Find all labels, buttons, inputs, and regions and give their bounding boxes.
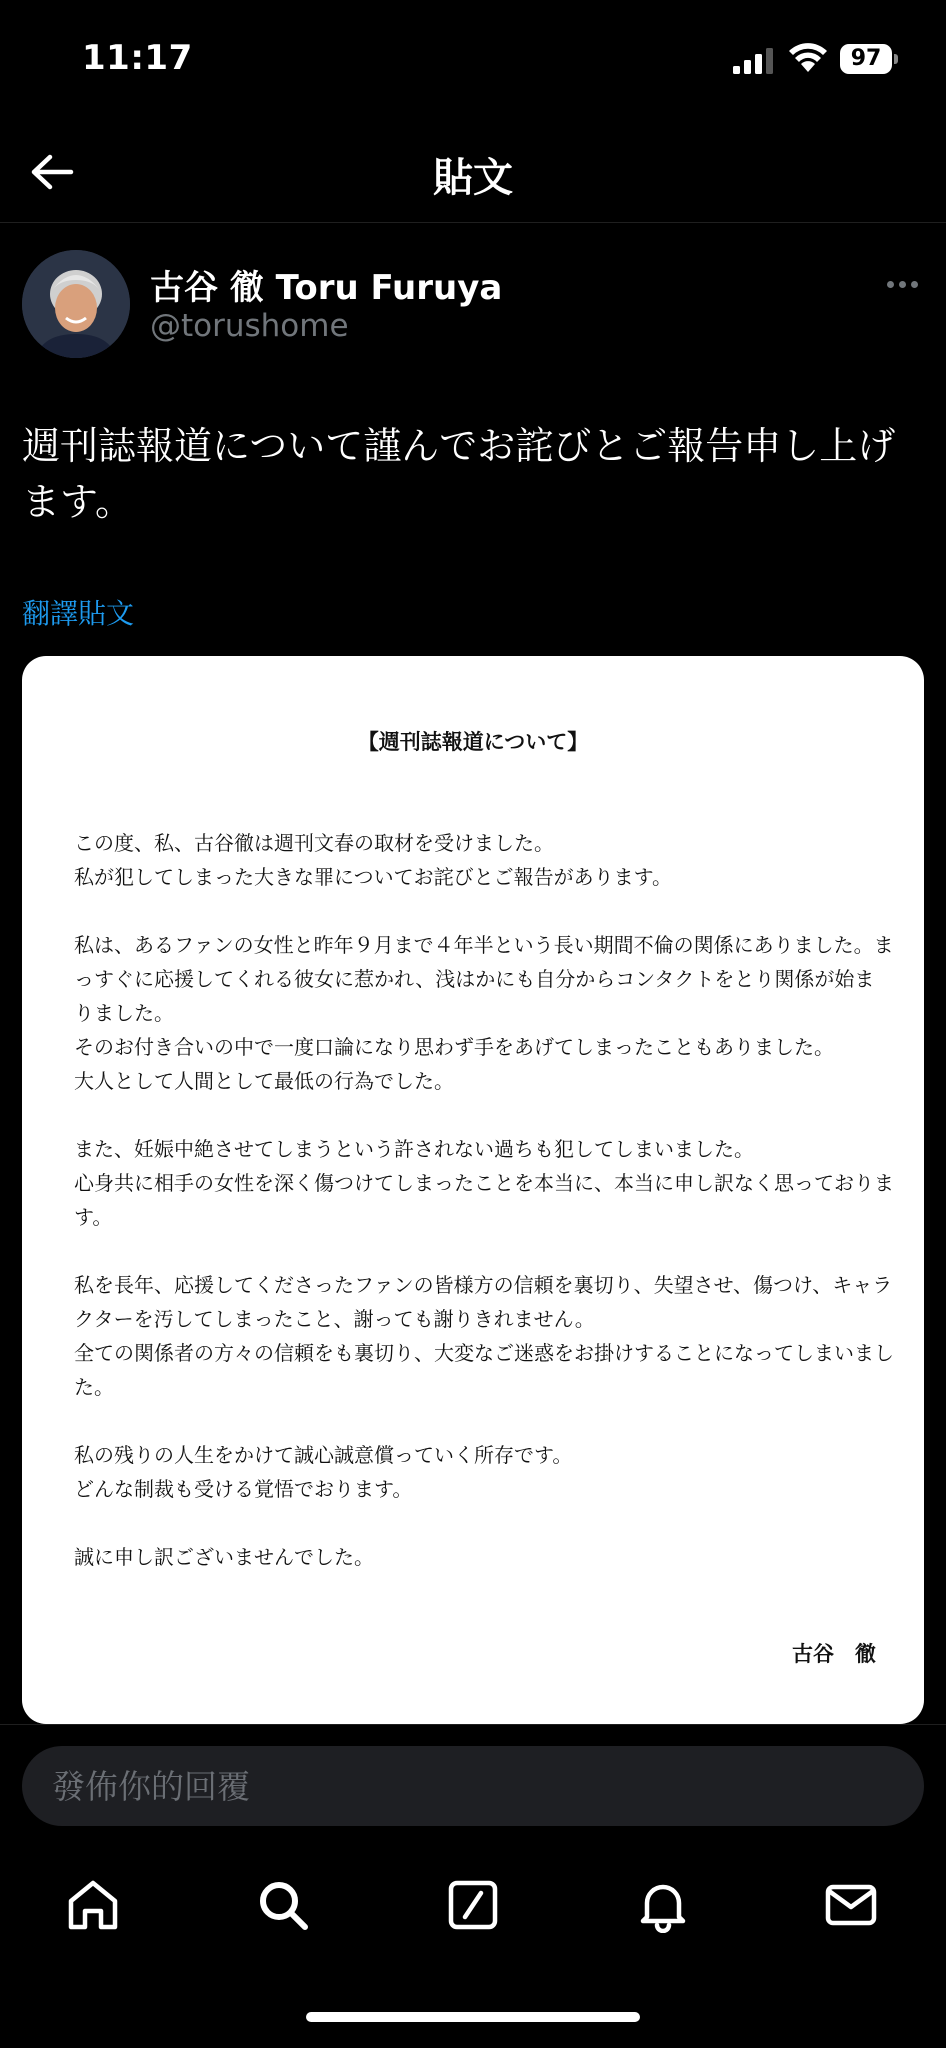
- more-dot: [899, 281, 906, 288]
- document-title: 【週刊誌報道について】: [357, 730, 589, 754]
- notifications-icon: [635, 1877, 691, 1933]
- document-paragraph: [74, 1438, 894, 1506]
- status-time: 11:17: [82, 38, 193, 78]
- document-line: 心身共に相手の女性を深く傷つけてしまったことを本当に、本当に申し訳なく思っております。: [74, 1171, 894, 1229]
- cellular-signal-icon: [733, 48, 775, 74]
- document-paragraph: [74, 1132, 894, 1234]
- document-signature: 古谷 徹: [792, 1642, 876, 1666]
- profile-photo: [22, 250, 130, 358]
- page-title: 貼文: [433, 155, 513, 201]
- home-indicator: [306, 2012, 640, 2022]
- more-options-button[interactable]: [880, 262, 924, 306]
- status-bar: [0, 0, 946, 120]
- compose-icon: [445, 1877, 501, 1933]
- document-line: 私が犯してしまった大きな罪についてお詫びとご報告があります。: [74, 865, 672, 889]
- document-body: [74, 826, 894, 1608]
- reply-input[interactable]: [52, 1746, 892, 1826]
- nav-search-button[interactable]: [248, 1870, 318, 1940]
- battery-level: 97: [850, 46, 882, 71]
- home-icon: [65, 1877, 121, 1933]
- document-paragraph: [74, 826, 894, 894]
- search-icon: [255, 1877, 311, 1933]
- nav-compose-button[interactable]: [438, 1870, 508, 1940]
- reply-composer: [22, 1746, 924, 1826]
- document-paragraph: [74, 1268, 894, 1404]
- document-line: 私の残りの人生をかけて誠心誠意償っていく所存です。: [74, 1443, 573, 1467]
- document-line: 全ての関係者の方々の信頼をも裏切り、大変なご迷惑をお掛けすることになってしまいました。: [74, 1341, 894, 1399]
- document-line: そのお付き合いの中で一度口論になり思わず手をあげてしまったこともありました。: [74, 1035, 834, 1059]
- document-paragraph: [74, 1540, 894, 1574]
- document-paragraph: [74, 928, 894, 1098]
- top-header: [0, 120, 946, 224]
- document-line: 誠に申し訳ございませんでした。: [74, 1545, 374, 1569]
- author-handle[interactable]: @torushome: [150, 308, 349, 344]
- header-divider: [0, 222, 946, 223]
- messages-icon: [823, 1877, 879, 1933]
- document-line: どんな制裁も受ける覚悟でおります。: [74, 1477, 413, 1501]
- post-text: 週刊誌報道について謹んでお詫びとご報告申し上げます。: [22, 424, 896, 524]
- nav-messages-button[interactable]: [816, 1870, 886, 1940]
- more-dots-icon: [887, 281, 894, 288]
- document-line: この度、私、古谷徹は週刊文春の取材を受けました。: [74, 831, 554, 855]
- document-line: 私を長年、応援してくださったファンの皆様方の信頼を裏切り、失望させ、傷つけ、キャラクターを汚してしまったこと、謝っても謝りきれません。: [74, 1273, 893, 1331]
- wifi-icon: [788, 42, 828, 74]
- translate-post-link[interactable]: 翻譯貼文: [22, 597, 135, 630]
- document-line: また、妊娠中絶させてしまうという許されない過ちも犯してしまいました。: [74, 1137, 754, 1161]
- avatar[interactable]: [22, 250, 130, 358]
- nav-notifications-button[interactable]: [628, 1870, 698, 1940]
- battery-icon: [840, 44, 898, 74]
- author-display-name[interactable]: 古谷 徹 Toru Furuya: [150, 268, 503, 308]
- content-divider: [0, 1724, 946, 1725]
- attached-image[interactable]: [22, 656, 924, 1724]
- back-button[interactable]: [24, 144, 80, 200]
- bottom-navigation: [0, 1870, 946, 1970]
- document-line: 私は、あるファンの女性と昨年９月まで４年半という長い期間不倫の関係にありました。まっすぐに応援してくれる彼女に惹かれ、浅はかにも自分からコンタクトをとり関係が始まりました。: [74, 933, 894, 1025]
- more-dot: [911, 281, 918, 288]
- arrow-left-icon: [30, 154, 74, 190]
- document-line: 大人として人間として最低の行為でした。: [74, 1069, 454, 1093]
- nav-home-button[interactable]: [58, 1870, 128, 1940]
